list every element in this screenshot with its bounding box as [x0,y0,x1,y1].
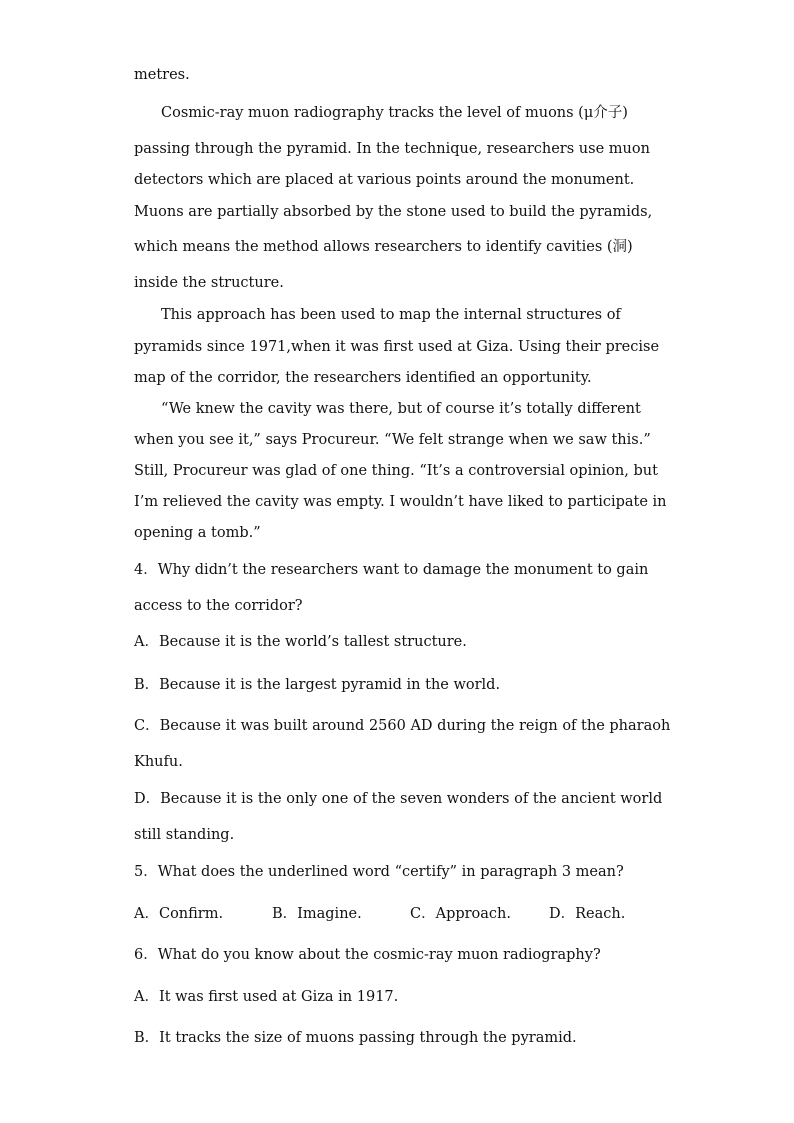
passage-line: inside the structure. [134,275,284,291]
passage-line: map of the corridor, the researchers identified an opportunity. [134,370,592,386]
question-4-option-c-cont: Khufu. [134,754,183,770]
question-5-option-a[interactable]: A．Confirm. [134,906,224,922]
passage-line: pyramids since 1971,when it was first used at Giza. Using their precise [134,339,660,355]
passage-line: Cosmic-ray muon radiography tracks the level of muons (μ介子) [161,105,628,121]
passage-line: detectors which are placed at various points around the monument. [134,172,635,188]
question-6-stem: 6．What do you know about the cosmic-ray muon radiography? [134,947,601,963]
passage-line: metres. [134,67,190,83]
question-4-stem: 4．Why didn’t the researchers want to damage the monument to gain [134,562,649,578]
question-6-option-b[interactable]: B．It tracks the size of muons passing through the pyramid. [134,1030,577,1046]
passage-line: Still, Procureur was glad of one thing. “It’s a controversial opinion, but [134,463,658,479]
question-4-option-d[interactable]: D．Because it is the only one of the seven wonders of the ancient world [134,791,663,807]
passage-line: Muons are partially absorbed by the stone used to build the pyramids, [134,204,653,220]
question-5-stem: 5．What does the underlined word “certify” in paragraph 3 mean? [134,864,624,880]
question-4-option-c[interactable]: C．Because it was built around 2560 AD during the reign of the pharaoh [134,718,671,734]
question-4-option-a[interactable]: A．Because it is the world’s tallest structure. [134,634,467,650]
passage-line: which means the method allows researchers to identify cavities (洞) [134,239,633,255]
question-4-option-d-cont: still standing. [134,827,235,843]
passage-line: opening a tomb.” [134,525,261,541]
passage-line: when you see it,” says Procureur. “We felt strange when we saw this.” [134,432,651,448]
question-4-option-b[interactable]: B．Because it is the largest pyramid in the world. [134,677,501,693]
passage-line: This approach has been used to map the internal structures of [161,307,621,323]
question-5-options [134,905,654,923]
passage-line: “We knew the cavity was there, but of course it’s totally different [161,401,641,417]
question-5-option-b[interactable]: B．Imagine. [272,906,362,922]
question-6-option-a[interactable]: A．It was first used at Giza in 1917. [134,989,399,1005]
question-5-option-d[interactable]: D．Reach. [549,906,626,922]
question-5-option-c[interactable]: C．Approach. [410,906,512,922]
passage-line: passing through the pyramid. In the technique, researchers use muon [134,141,650,157]
passage-line: I’m relieved the cavity was empty. I wouldn’t have liked to participate in [134,494,667,510]
question-4-stem-cont: access to the corridor? [134,598,303,614]
